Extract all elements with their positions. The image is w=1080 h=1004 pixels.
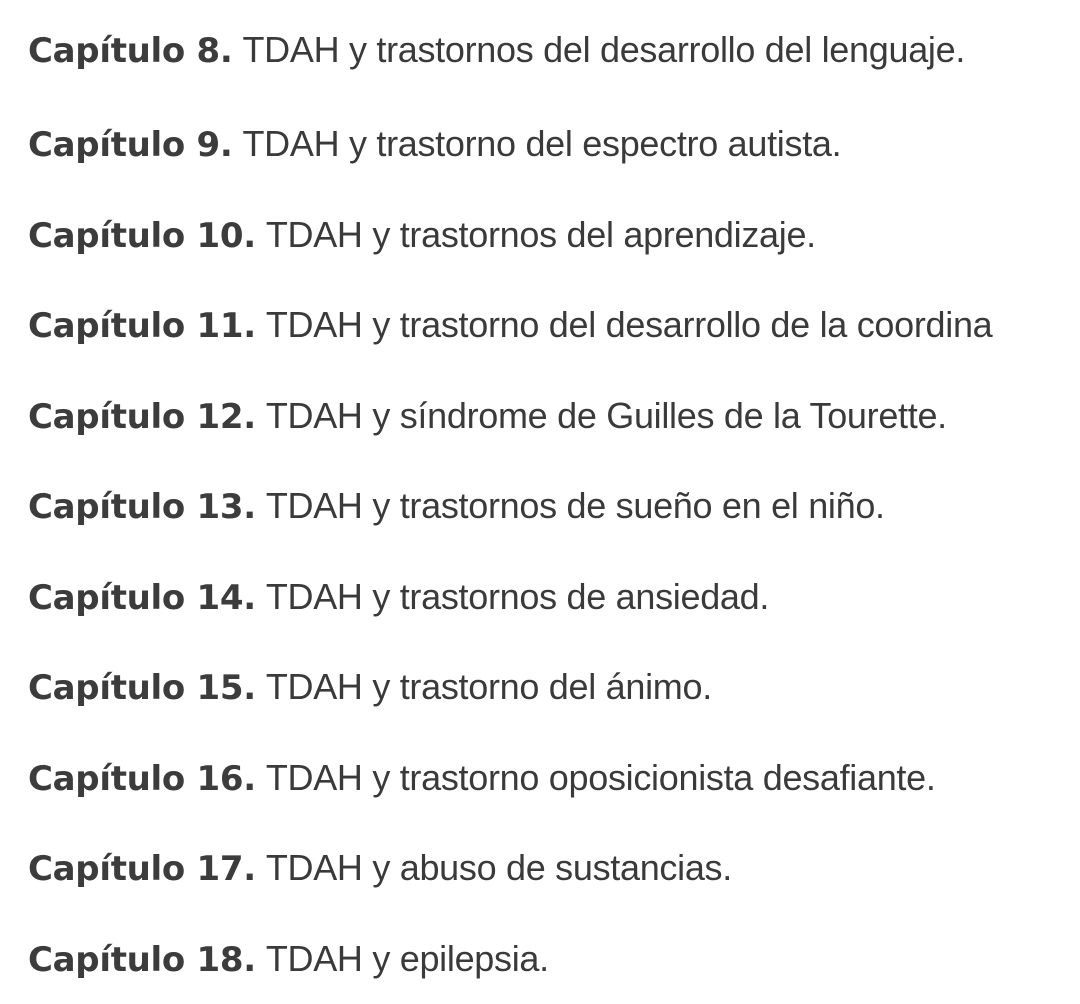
chapter-number: Capítulo 14. bbox=[28, 578, 256, 618]
chapter-item-10 bbox=[28, 190, 1080, 281]
chapter-number: Capítulo 16. bbox=[28, 759, 256, 799]
chapter-title: TDAH y trastornos de sueño en el niño. bbox=[266, 485, 885, 526]
chapter-title: TDAH y trastornos del desarrollo del lenguaje. bbox=[242, 29, 965, 70]
chapter-list bbox=[28, 0, 1080, 1004]
chapter-title: TDAH y abuso de sustancias. bbox=[266, 847, 732, 888]
chapter-title: TDAH y epilepsia. bbox=[266, 938, 549, 979]
chapter-item-9 bbox=[28, 99, 1080, 190]
chapter-item-13 bbox=[28, 461, 1080, 552]
chapter-title: TDAH y trastornos del aprendizaje. bbox=[266, 214, 816, 255]
chapter-number: Capítulo 9. bbox=[28, 125, 232, 165]
chapter-title: TDAH y trastorno del espectro autista. bbox=[242, 123, 841, 164]
chapter-item-11 bbox=[28, 280, 1080, 371]
chapter-title: TDAH y trastorno del desarrollo de la coordina bbox=[266, 304, 993, 345]
chapter-number: Capítulo 10. bbox=[28, 216, 256, 256]
chapter-title: TDAH y trastornos de ansiedad. bbox=[266, 576, 769, 617]
chapter-item-8 bbox=[28, 0, 1080, 99]
chapter-item-15 bbox=[28, 642, 1080, 733]
chapter-number: Capítulo 17. bbox=[28, 849, 256, 889]
chapter-number: Capítulo 13. bbox=[28, 487, 256, 527]
chapter-item-14 bbox=[28, 552, 1080, 643]
chapter-item-18 bbox=[28, 914, 1080, 1004]
chapter-number: Capítulo 11. bbox=[28, 306, 256, 346]
chapter-title: TDAH y trastorno del ánimo. bbox=[266, 666, 712, 707]
chapter-title: TDAH y trastorno oposicionista desafiante. bbox=[266, 757, 936, 798]
chapter-item-12 bbox=[28, 371, 1080, 462]
chapter-number: Capítulo 12. bbox=[28, 397, 256, 437]
chapter-item-17 bbox=[28, 823, 1080, 914]
chapter-number: Capítulo 18. bbox=[28, 940, 256, 980]
chapter-number: Capítulo 15. bbox=[28, 668, 256, 708]
chapter-title: TDAH y síndrome de Guilles de la Tourette. bbox=[266, 395, 947, 436]
chapter-number: Capítulo 8. bbox=[28, 31, 232, 71]
chapter-item-16 bbox=[28, 733, 1080, 824]
